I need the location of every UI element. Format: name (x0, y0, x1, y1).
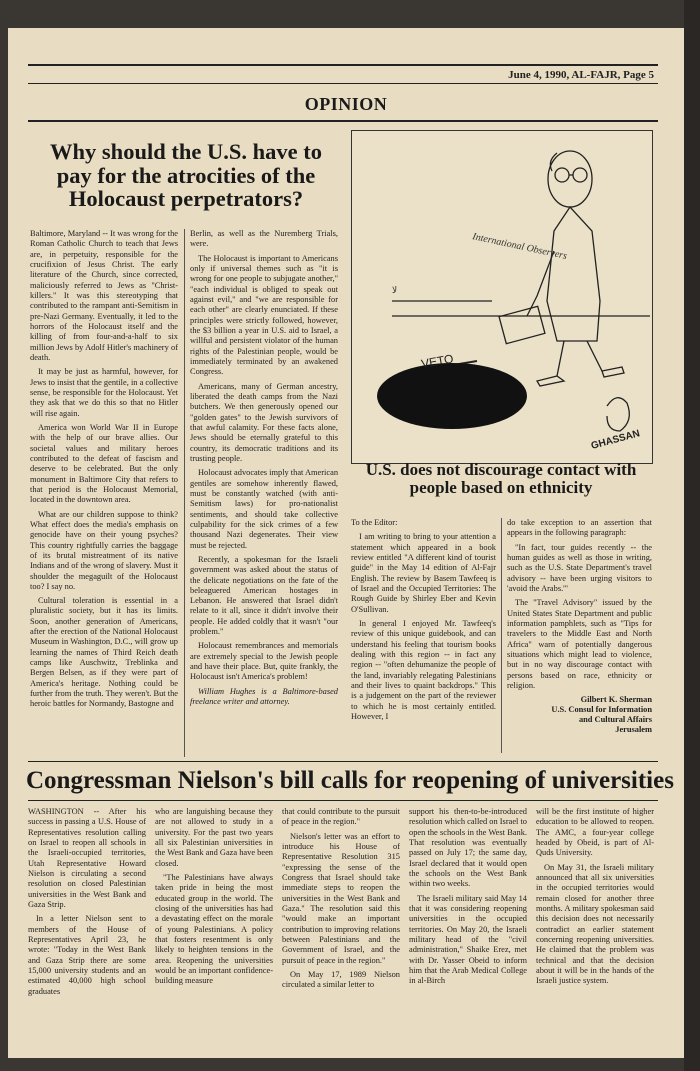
paragraph: "The Palestinians have always taken pride in being the most educated group in the world. The closing of the universities has had a devastating effect on the morale of young Palestinians. A policy that fosters resentment is only likely to heighten tensions in the area. Reopening the universities would be an important confidence-building measure (155, 872, 273, 986)
signature-line: Gilbert K. Sherman (580, 695, 652, 705)
paragraph: It may be just as harmful, however, for Jews to insist that the gentile, in a collective sense, be responsible for the Holocaust. Yet they ask that we do this so that no Hitler will rise again. (30, 367, 178, 418)
veto-hole (377, 363, 527, 429)
paragraph: The Israeli military said May 14 that it was considering reopening universities in the occupied territories. On May 20, the Israeli military head of the "civil administration," Shaike Erez, met with Dr. Yasser Obeid to inform him that the Arab Medical College in al-Birch (409, 893, 527, 986)
paragraph: Nielson's letter was an effort to introduce his House of Representative Resolution 315 "expressing the sense of the Congress that Israel should take immediate steps to reopen the universities in the West Bank and Gaza." The resolution said this "would make an important contribution to improving relations between Palestinians and the Government of Israel, and the pursuit of peace in the region." (282, 831, 400, 965)
section-rule (28, 120, 658, 122)
paragraph: On May 31, the Israeli military announced that all six universities in the occupied territories would remain closed for another three months. A military spokesman said this decision does not necessarily contradict an earlier statement concerning reopening universities. He claimed that the problem was technical and that the decision about it will be in the hands of the Israeli justice system. (536, 862, 654, 986)
signature-line: Jerusalem (615, 725, 652, 735)
article3-headline: Congressman Nielson's bill calls for reopening of universities (26, 767, 674, 794)
small-figure (607, 398, 629, 431)
paragraph: What are our children suppose to think? What effect does the media's emphasis on genocide have on their young psyches? This country rightfully carries the baggage of its brutal mistreatment of its native Indians and of the wrong of slavery. Must it shoulder the megaguilt of the Holocaust too? I say no. (30, 509, 178, 591)
paragraph: The Holocaust is important to Americans only if universal themes such as "it is wrong for one people to subjugate another," "each individual is obliged to speak out against evil," and "we are responsible for each other" are clearly enunciated. If these principles were strictly followed, however, the $3 billion a year in U.S. aid to Israel, a willful and persistent violator of the human rights of the Palestinian people, would be immediately terminated by an awakened Congress. (190, 253, 338, 377)
article1-col2 (190, 229, 338, 711)
paragraph: Holocaust advocates imply that American gentiles are somehow inherently flawed, must be constantly watched (with anti-Semitism laws) for pro-nationalist sentiments, and should take collective culpability for the sick crimes of a few thousand Nazi degenerates. Their view must be rejected. (190, 468, 339, 550)
paragraph: that could contribute to the pursuit of peace in the region." (282, 807, 400, 827)
article2-headline: U.S. does not discourage contact with people based on ethnicity (365, 460, 637, 497)
page-edge (684, 0, 700, 1071)
cartoon-drawing (352, 131, 652, 463)
paragraph: WASHINGTON -- After his success in passing a U.S. House of Representatives resolution calling on Israel to reopen all schools in the Israeli-occupied territories, Utah Representative Howard Nielson is circulating a second resolution on closed Palestinian universities in the West Bank and Gaza Strip. (28, 807, 146, 909)
dateline: June 4, 1990, AL-FAJR, Page 5 (508, 69, 654, 81)
article2-col1 (351, 518, 496, 726)
article1-byline: William Hughes is a Baltimore-based freelance writer and attorney. (190, 686, 338, 707)
paragraph: Americans, many of German ancestry, liberated the death camps from the Nazi butchers. We then generously opened our "golden gates" to the Jewish survivors of that awful calamity. For these facts alone, Jews should be eternally grateful to this country, its democratic traditions and its trusting people. (190, 381, 338, 463)
paragraph: Baltimore, Maryland -- It was wrong for the Roman Catholic Church to teach that Jews are, in perpetuity, responsible for the crucifixion of Jesus Christ. The early literature of the Church, since corrected, maliciously referred to Jews as "Christ-killers." It was this stereotyping that contributed to the rampant anti-Semitism in pre-Nazi Germany. Eventually, it led to the horrors of the Holocaust itself and the killing of from four-and-a-half to six million Jews by Adolf Hitler's machinery of death. (30, 229, 178, 362)
paragraph: In general I enjoyed Mr. Tawfeeq's review of this unique guidebook, and can understand his feeling that tourism books dealing with this region -- in fact any region -- "often dehumanize the people of the land, invariably relegating Palestinians and their lives to quaint backdrops." This is a judgement on the part of the reviewer to which he is most certainly entitled. However, I (351, 618, 496, 721)
cartoonist-signature: GHASSAN (589, 428, 642, 452)
paragraph: support his then-to-be-introduced resolution which called on Israel to open the schools in the West Bank. That resolution was eventually passed on July 17; the same day, Israel declared that it would open the schools on the West Bank within two weeks. (409, 807, 527, 889)
paragraph: To the Editor: (351, 518, 398, 527)
article3-col5 (536, 807, 654, 991)
article-divider (28, 761, 658, 762)
paragraph: do take exception to an assertion that appears in the following paragraph: (507, 518, 652, 538)
column-divider (501, 518, 502, 753)
column-divider (184, 229, 185, 757)
paragraph: Cultural toleration is essential in a pluralistic society, but it has its limits. Soon, another generation of Americans, after the erection of the National Holocaust Museum in Washington, D.C., will grow up learning the names of Third Reich death camps like Auschwitz, Treblinka and Bergen Belsen, as if they were part of America's heritage. Nothing could be further from the truth. They weren't. But the heroic battles for Normandy, Bastogne and (30, 596, 178, 709)
paragraph: America won World War II in Europe with the help of our brave allies. Our societal values and military heroes contributed to the defeat of fascism and deserve to be celebrated. But the only monument in Baltimore City that refers to that period is the Holocaust Memorial, located in the downtown area. (30, 422, 178, 505)
paragraph: On May 17, 1989 Nielson circulated a similar letter to (282, 969, 400, 990)
article1-col1 (30, 229, 178, 714)
man-coat (547, 207, 600, 341)
section-title: OPINION (304, 94, 388, 114)
cartoon-label-veto: VETO (420, 351, 455, 371)
paragraph: Holocaust remembrances and memorials are extremely special to the Jewish people and have their place. But, quite frankly, the Holocaust isn't America's problem! (190, 641, 338, 682)
top-rule (28, 64, 658, 66)
cartoon-sign-text: ﻻ (392, 286, 398, 296)
paragraph: "In fact, tour guides recently -- the human guides as well as those in writing, such as the U.S. State Department's travel advisory -- have been urging visitors to 'avoid the Arabs.'" (507, 542, 652, 593)
briefcase (499, 306, 545, 343)
newspaper-page (8, 28, 684, 1058)
paragraph: In a letter Nielson sent to members of the House of Representatives April 23, he wrote: "Today in the West Bank and Gaza Strip there are some 15,000 university students and an estimated 40,000 high school graduates (28, 914, 146, 996)
headline-rule (28, 800, 658, 801)
signature-line: U.S. Consul for Information (551, 705, 652, 715)
article1-headline: Why should the U.S. have to pay for the atrocities of the Holocaust perpetrators? (50, 139, 322, 212)
signature-line: and Cultural Affairs (578, 715, 652, 725)
article3-col1 (28, 807, 146, 1001)
paragraph: will be the first institute of higher education to be allowed to reopen. The AMC, a four-year college headed by Obeid, is part of Al-Quds University. (536, 807, 654, 858)
paragraph: who are languishing because they are not allowed to study in a university. For the past two years all six Palestinian universities in the West Bank and Gaza have been closed. (155, 807, 273, 868)
paragraph: I am writing to bring to your attention a statement which appeared in a book review entitled "A different kind of tourist guide" in the May 14 edition of Al-Fajr English. The review by Basem Tawfeeq is of Israel and the Occupied Territories: The Rough Guide by Shirley Eber and Kevin O'Sullivan. (351, 532, 496, 614)
article3-col3 (282, 807, 400, 995)
article2-col2 (507, 518, 652, 736)
article3-col2 (155, 807, 273, 991)
paragraph: The "Travel Advisory" issued by the United States State Department and public information pamphlets, such as "Tips for travelers to the Middle East and North Africa" warn of potentially dangerous situations which might lead to violence, but in no way discourage contact with persons based on race, ethnicity or religion. (507, 598, 652, 690)
editorial-cartoon (351, 130, 653, 464)
paragraph: Berlin, as well as the Nuremberg Trials, were. (190, 229, 338, 249)
header-rule (28, 83, 658, 84)
article3-col4 (409, 807, 527, 991)
paragraph: Recently, a spokesman for the Israeli government was asked about the status of the delicate negotiations on the fate of the beleaguered American hostages in Lebanon. He answered that Israel didn't relate to it all, since it didn't involve their people. He added coldly that it wasn't "our problem." (190, 554, 338, 637)
cartoon-label-observers: International Observers (471, 231, 568, 262)
